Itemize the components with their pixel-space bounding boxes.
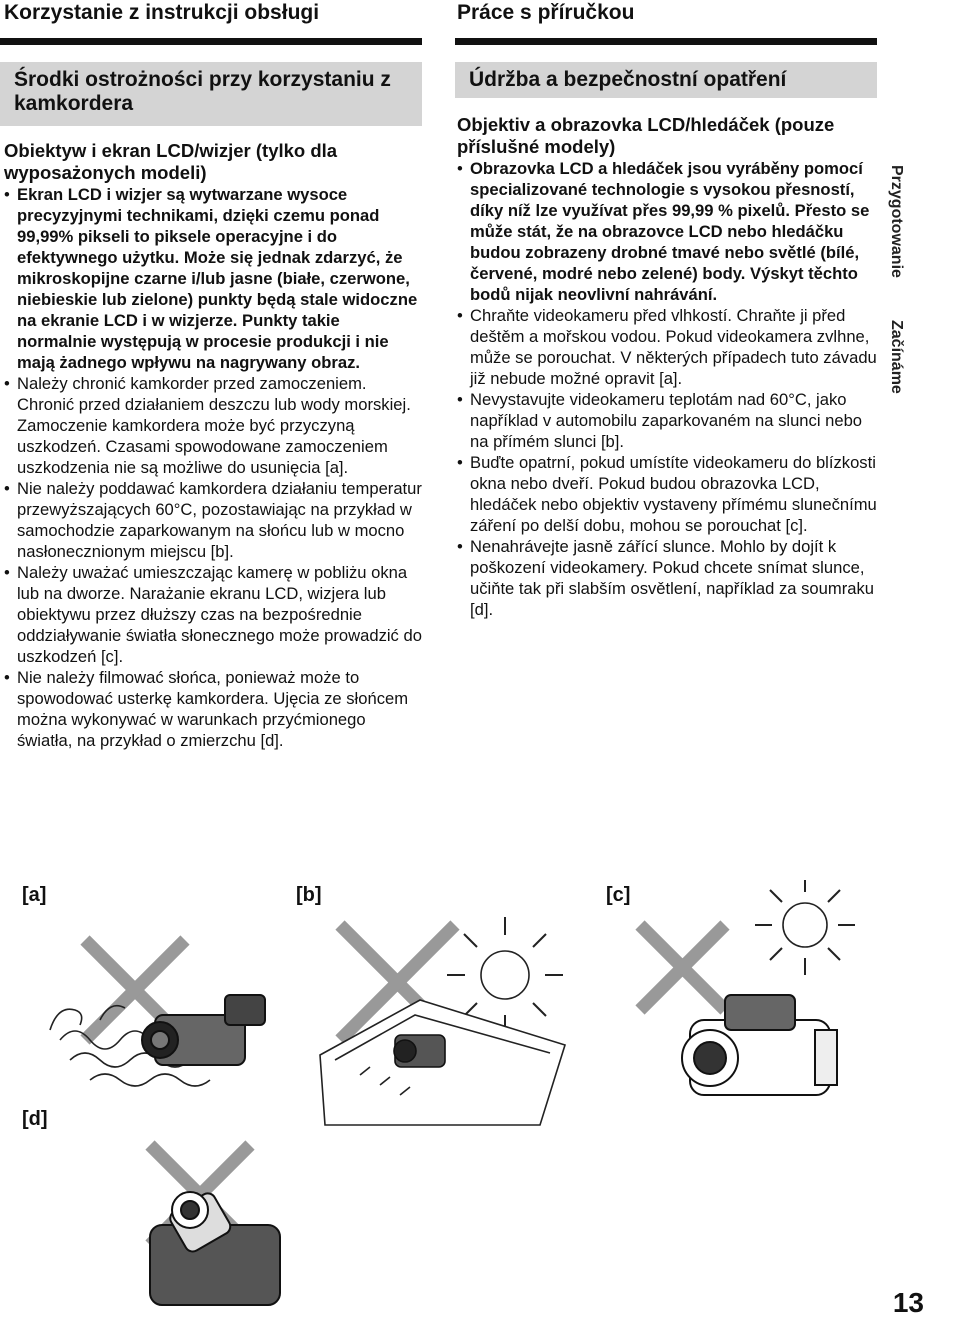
figure-d-camcorder-sun-illustration bbox=[130, 1130, 370, 1325]
figure-a-camcorder-water-illustration bbox=[40, 930, 290, 1110]
figure-label-a: [a] bbox=[22, 884, 47, 906]
camcorder-icon bbox=[682, 995, 837, 1095]
camcorder-icon bbox=[150, 1190, 280, 1305]
side-tab-czech: Začínáme bbox=[888, 320, 905, 394]
list-item bbox=[4, 562, 422, 667]
left-bullet-4-text: Należy uważać umieszczając kamerę w pobliżu okna lub na dworze. Narażanie ekranu LCD, wizjera lub obiektywu przez dłuższy czas na bezpośrednie oddziaływanie światła słonecznego może prowadzić do uszkodzeń [c]. bbox=[17, 563, 422, 666]
figure-label-d: [d] bbox=[22, 1108, 48, 1130]
left-bullet-3-text: Nie należy poddawać kamkordera działaniu temperatur przewyższających 60°C, pozostawiając na przykład w samochodzie zaparkowanym na słońcu lub w mocno nasłonecznionym miejscu [b]. bbox=[17, 479, 422, 561]
figure-label-b: [b] bbox=[296, 884, 322, 906]
list-item bbox=[4, 373, 422, 478]
figure-c-camcorder-window-sun-illustration bbox=[630, 880, 870, 1130]
sun-icon bbox=[755, 880, 855, 975]
side-tab-polish: Przygotowanie bbox=[888, 165, 905, 278]
right-bullet-1-text: Obrazovka LCD a hledáček jsou vyráběny pomocí specializované technologie s vysokou přesností, díky níž lze využívat přes 99,99 % pixelů. Přesto se může stát, že na obrazovce LCD nebo hledáčku budou zobrazeny drobné tmavé nebo světlé (bílé, červené, modré nebo zelené) body. Výskyt těchto bodů nijak neovlivní nahrávání. bbox=[470, 159, 870, 304]
left-bullet-5-text: Nie należy filmować słońca, ponieważ może to spowodować usterkę kamkordera. Ujęcia ze słońcem można wykonywać w warunkach przyćmionego światła, na przykład o zmierzchu [d]. bbox=[17, 668, 409, 750]
right-subhead: Objektiv a obrazovka LCD/hledáček (pouze příslušné modely) bbox=[457, 114, 835, 157]
right-section-title: Údržba a bezpečnostní opatření bbox=[455, 62, 877, 98]
left-column-header: Korzystanie z instrukcji obsługi bbox=[4, 1, 320, 24]
left-header-rule bbox=[0, 38, 422, 45]
side-tab bbox=[883, 165, 913, 525]
figure-b-camcorder-car-sun-illustration bbox=[310, 905, 570, 1135]
page-number: 13 bbox=[892, 1287, 924, 1318]
camcorder-icon bbox=[142, 995, 265, 1065]
left-section-title: Środki ostrożności przy korzystaniu z kamkordera bbox=[0, 62, 422, 126]
right-bullet-list bbox=[457, 158, 877, 620]
right-bullet-2-text: Chraňte videokameru před vlhkostí. Chraňte ji před deštěm a mořskou vodou. Pokud videokamera zvlhne, může se porouchat. V některých případech tuto závadu již nebude možné opravit [a]. bbox=[470, 306, 877, 388]
left-subhead: Obiektyw i ekran LCD/wizjer (tylko dla wyposażonych modeli) bbox=[4, 140, 338, 183]
list-item bbox=[457, 158, 877, 305]
prohibited-x-icon bbox=[640, 925, 725, 1010]
right-column-header: Práce s příručkou bbox=[457, 1, 635, 24]
list-item bbox=[457, 452, 877, 536]
right-bullet-5-text: Nenahrávejte jasně zářící slunce. Mohlo by dojít k poškození videokamery. Pokud chcete snímat slunce, učiňte tak při slabším osvětlení, například za soumraku [d]. bbox=[470, 537, 874, 619]
list-item bbox=[457, 389, 877, 452]
left-bullet-list bbox=[4, 184, 422, 751]
right-header-rule bbox=[455, 38, 877, 45]
right-bullet-3-text: Nevystavujte videokameru teplotám nad 60°C, jako například v automobilu zaparkovaném na slunci nebo na přímém slunci [b]. bbox=[470, 390, 863, 451]
list-item bbox=[4, 184, 422, 373]
list-item bbox=[4, 478, 422, 562]
left-bullet-1-text: Ekran LCD i wizjer są wytwarzane wysoce precyzyjnymi technikami, dzięki czemu ponad 99,99% pikseli to piksele operacyjne i do efektywnego użytku. Może się jednak zdarzyć, że mikroskopijne czarne i/lub jasne (białe, czerwone, niebieskie lub zielone) punkty będą stale widoczne na ekranie LCD i w wizjerze. Punkty takie normalnie występują w procesie produkcji i nie mają żadnego wpływu na nagrywany obraz. bbox=[17, 185, 418, 372]
list-item bbox=[4, 667, 422, 751]
camcorder-icon bbox=[394, 1035, 445, 1067]
list-item bbox=[457, 305, 877, 389]
right-text-block bbox=[457, 114, 877, 620]
list-item bbox=[457, 536, 877, 620]
left-bullet-2-text: Należy chronić kamkorder przed zamoczeniem. Chronić przed działaniem deszczu lub wody morskiej. Zamoczenie kamkordera może być przyczyną uszkodzeń. Czasami spowodowane zamoczeniem uszkodzenia nie są możliwe do usunięcia [a]. bbox=[17, 374, 411, 477]
right-bullet-4-text: Buďte opatrní, pokud umístíte videokameru do blízkosti okna nebo dveří. Pokud budou obrazovka LCD, hledáček nebo objektiv vystaveny přímému slunečnímu záření po delší dobu, mohou se porouchat [c]. bbox=[470, 453, 877, 535]
figure-label-c: [c] bbox=[606, 884, 631, 906]
left-text-block bbox=[4, 140, 422, 751]
